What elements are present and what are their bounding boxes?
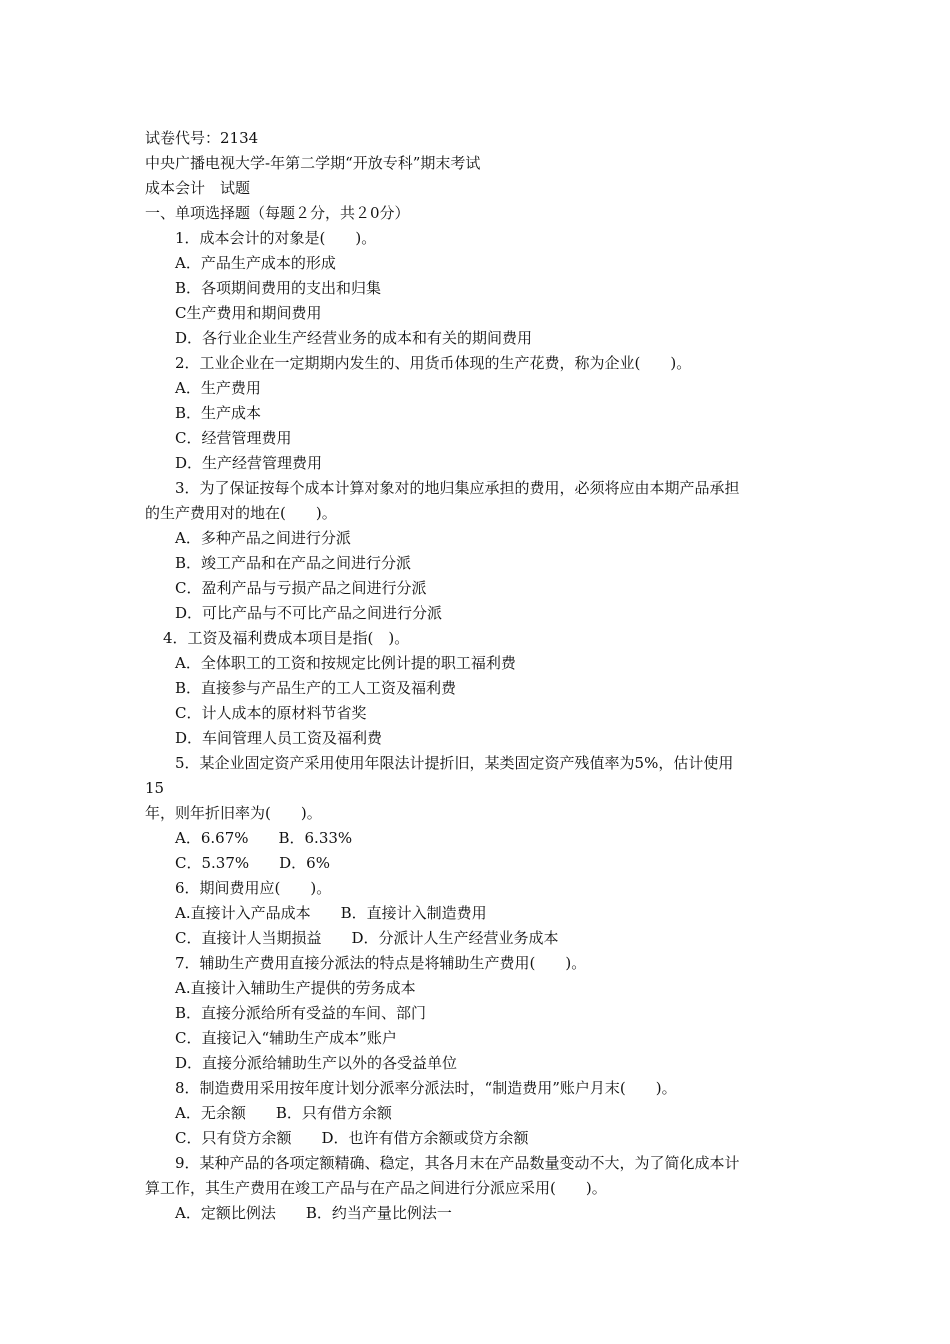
text-line: A.直接计入辅助生产提供的劳务成本 [175, 979, 416, 997]
exam-code: 试卷代号：2134 [145, 129, 259, 147]
text-line: B．直接参与产品生产的工人工资及福利费 [175, 679, 457, 697]
text-line: 6．期间费用应( )。 [175, 879, 332, 897]
text-line: 9．某种产品的各项定额精确、稳定，其各月末在产品数量变动不大，为了简化成本计 [175, 1154, 740, 1172]
text-line: B．生产成本 [175, 404, 262, 422]
text-line: C．计人成本的原材料节省奖 [175, 704, 367, 722]
text-line: 7．辅助生产费用直接分派法的特点是将辅助生产费用( )。 [175, 954, 587, 972]
text-line: 15 [145, 779, 165, 797]
text-line: B．各项期间费用的支出和归集 [175, 279, 382, 297]
text-line: D．可比产品与不可比产品之间进行分派 [175, 604, 443, 622]
text-line: A.直接计入产品成本 B．直接计入制造费用 [175, 904, 487, 922]
text-line: C．5.37% D．6% [175, 854, 330, 872]
text-line: B．直接分派给所有受益的车间、部门 [175, 1004, 427, 1022]
text-line: A．生产费用 [175, 379, 261, 397]
text-line: 5．某企业固定资产采用使用年限法计提折旧，某类固定资产残值率为5%，估计使用 [175, 754, 734, 772]
text-line: 8．制造费用采用按年度计划分派率分派法时，“制造费用”账户月末( )。 [175, 1079, 677, 1097]
text-line: A．无余额 B．只有借方余额 [175, 1104, 392, 1122]
question-list [145, 226, 815, 1226]
text-line: 算工作，其生产费用在竣工产品与在产品之间进行分派应采用( )。 [145, 1179, 607, 1197]
text-line: C．直接记入“辅助生产成本”账户 [175, 1029, 397, 1047]
text-line: A．6.67% B．6.33% [175, 829, 353, 847]
text-line: C．经营管理费用 [175, 429, 292, 447]
text-line: D．生产经营管理费用 [175, 454, 323, 472]
subject-title: 成本会计 试题 [145, 179, 251, 197]
text-line: 的生产费用对的地在( )。 [145, 504, 337, 522]
text-line: D．直接分派给辅助生产以外的各受益单位 [175, 1054, 458, 1072]
text-line: A．产品生产成本的形成 [175, 254, 336, 272]
text-line: 3．为了保证按每个成本计算对象对的地归集应承担的费用，必须将应由本期产品承担 [175, 479, 740, 497]
text-line: C生产费用和期间费用 [175, 304, 322, 322]
text-line: C．只有贷方余额 D．也许有借方余额或贷方余额 [175, 1129, 529, 1147]
text-line: 4．工资及福利费成本项目是指( )。 [163, 629, 410, 647]
text-line: D．车间管理人员工资及福利费 [175, 729, 383, 747]
document-page [145, 126, 815, 1226]
text-line: C．直接计人当期损益 D．分派计人生产经营业务成本 [175, 929, 559, 947]
text-line: B．竣工产品和在产品之间进行分派 [175, 554, 412, 572]
exam-title: 中央广播电视大学-年第二学期“开放专科”期末考试 [145, 154, 481, 172]
text-line: D．各行业企业生产经营业务的成本和有关的期间费用 [175, 329, 533, 347]
text-line: 年，则年折旧率为( )。 [145, 804, 322, 822]
text-line: A．全体职工的工资和按规定比例计提的职工福利费 [175, 654, 516, 672]
text-line: A．多种产品之间进行分派 [175, 529, 351, 547]
text-line: C．盈利产品与亏损产品之间进行分派 [175, 579, 427, 597]
text-line: 1．成本会计的对象是( )。 [175, 229, 377, 247]
section-heading: 一、单项选择题（每题２分，共２0分） [145, 204, 410, 222]
text-line: A．定额比例法 B．约当产量比例法一 [175, 1204, 452, 1222]
text-line: 2．工业企业在一定期期内发生的、用货币体现的生产花费，称为企业( )。 [175, 354, 692, 372]
